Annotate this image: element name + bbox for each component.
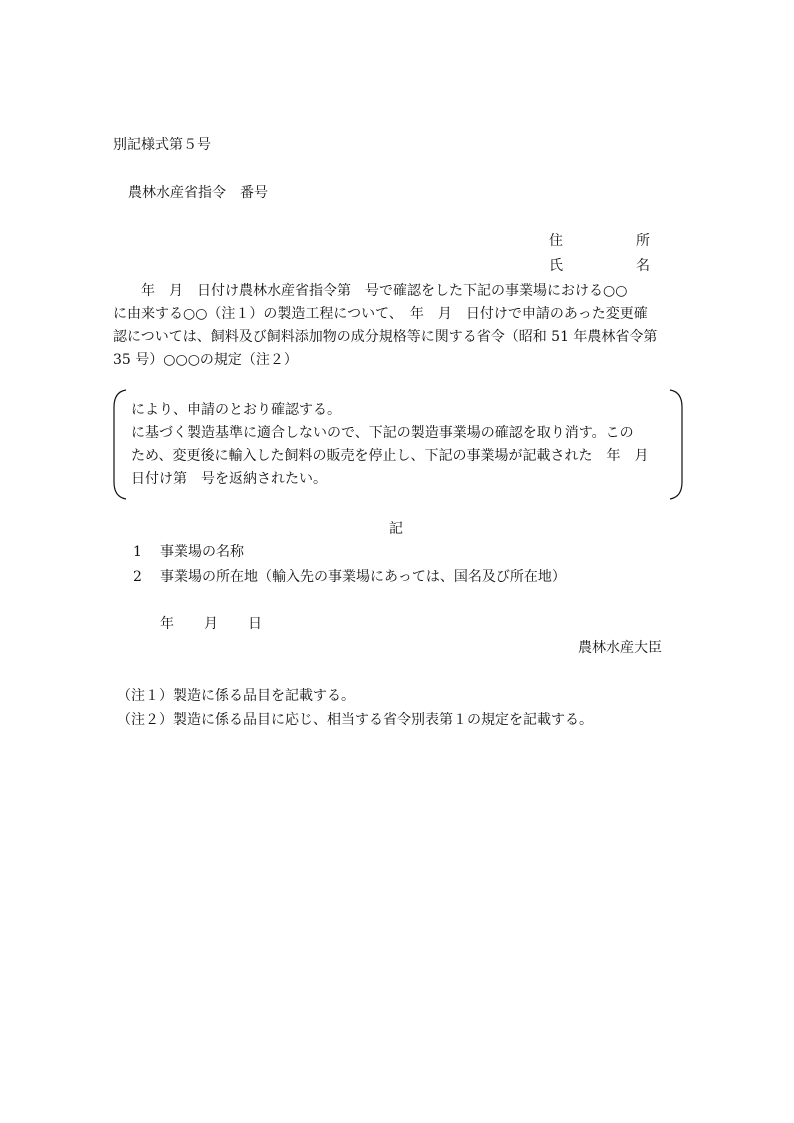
- item-text: 事業場の所在地（輸入先の事業場にあっては、国名及び所在地）: [160, 569, 566, 585]
- date-day: 日: [248, 616, 262, 632]
- item-number: 2: [133, 569, 142, 585]
- option-line: 日付け第 号を返納されたい。: [131, 471, 327, 487]
- option-text: [131, 399, 671, 491]
- body-paragraph: [113, 280, 693, 372]
- directive-number: 農林水産省指令 番号: [128, 185, 268, 201]
- body-line: に由来する○○（注１）の製造工程について、 年 月 日付けで申請のあった変更確: [113, 306, 648, 322]
- item-text: 事業場の名称: [160, 544, 244, 560]
- name-label-second-char: 名: [636, 258, 650, 274]
- body-line: 35 号）○○○の規定（注２）: [113, 352, 298, 368]
- date-month: 月: [204, 616, 218, 632]
- bracketed-options: [112, 389, 684, 500]
- ki-heading: 記: [389, 521, 403, 537]
- option-line: ため、変更後に輸入した飼料の販売を停止し、下記の事業場が記載された 年 月: [131, 448, 649, 464]
- option-line: により、申請のとおり確認する。: [131, 402, 341, 418]
- body-line: 認については、飼料及び飼料添加物の成分規格等に関する省令（昭和 51 年農林省令第: [113, 329, 658, 345]
- form-number: 別記様式第５号: [113, 137, 211, 153]
- item-number: 1: [133, 544, 142, 560]
- footnote: （注１）製造に係る品目を記載する。: [117, 688, 355, 704]
- address-label-first-char: 住: [549, 233, 563, 249]
- minister-signature: 農林水産大臣: [578, 640, 662, 656]
- name-label-first-char: 氏: [549, 258, 563, 274]
- body-line: 年 月 日付け農林水産省指令第 号で確認をした下記の事業場における○○: [113, 283, 628, 299]
- address-label-second-char: 所: [636, 233, 650, 249]
- date-year: 年: [160, 616, 174, 632]
- footnote: （注２）製造に係る品目に応じ、相当する省令別表第１の規定を記載する。: [117, 712, 593, 728]
- left-bracket: [114, 390, 126, 499]
- option-line: に基づく製造基準に適合しないので、下記の製造事業場の確認を取り消す。この: [131, 425, 634, 441]
- right-bracket: [670, 390, 682, 499]
